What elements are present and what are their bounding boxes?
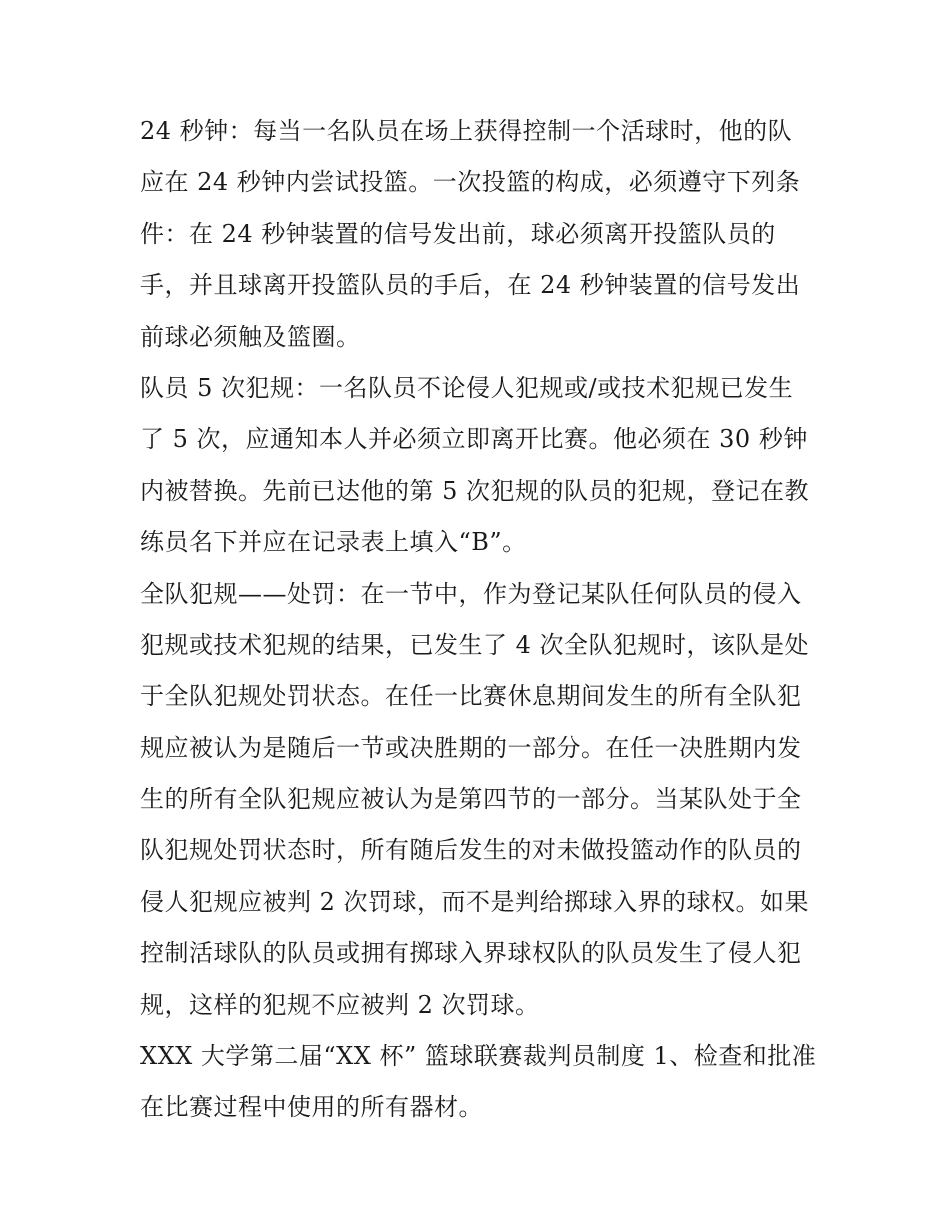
text-line: 控制活球队的队员或拥有掷球入界球权队的队员发生了侵人犯 bbox=[140, 939, 802, 968]
text-line: 全队犯规——处罚：在一节中，作为登记某队任何队员的侵入 bbox=[140, 579, 802, 608]
text-line: XXX 大学第二届“XX 杯” 篮球联赛裁判员制度 1、检查和批准 bbox=[140, 1042, 817, 1071]
text-line: 队员 5 次犯规：一名队员不论侵人犯规或/或技术犯规已发生 bbox=[140, 373, 794, 402]
text-line: 犯规或技术犯规的结果，已发生了 4 次全队犯规时，该队是处 bbox=[140, 630, 810, 659]
text-line: 前球必须触及篮圈。 bbox=[140, 322, 361, 351]
text-line: 在比赛过程中使用的所有器材。 bbox=[140, 1093, 483, 1122]
text-line: 侵人犯规应被判 2 次罚球，而不是判给掷球入界的球权。如果 bbox=[140, 887, 810, 916]
text-line: 生的所有全队犯规应被认为是第四节的一部分。当某队处于全 bbox=[140, 785, 802, 814]
text-line: 了 5 次，应通知本人并必须立即离开比赛。他必须在 30 秒钟 bbox=[140, 425, 808, 454]
text-line: 手，并且球离开投篮队员的手后，在 24 秒钟装置的信号发出 bbox=[140, 271, 801, 300]
text-line: 队犯规处罚状态时，所有随后发生的对未做投篮动作的队员的 bbox=[140, 836, 802, 865]
text-line: 应在 24 秒钟内尝试投篮。一次投篮的构成，必须遵守下列条 bbox=[140, 168, 801, 197]
text-line: 练员名下并应在记录表上填入“B”。 bbox=[140, 528, 527, 557]
text-line: 规，这样的犯规不应被判 2 次罚球。 bbox=[140, 990, 540, 1019]
document-body bbox=[140, 106, 830, 1134]
text-line: 于全队犯规处罚状态。在任一比赛休息期间发生的所有全队犯 bbox=[140, 682, 802, 711]
text-line: 规应被认为是随后一节或决胜期的一部分。在任一决胜期内发 bbox=[140, 733, 802, 762]
text-line: 24 秒钟：每当一名队员在场上获得控制一个活球时，他的队 bbox=[140, 117, 793, 145]
text-line: 件：在 24 秒钟装置的信号发出前，球必须离开投篮队员的 bbox=[140, 219, 776, 248]
text-line: 内被替换。先前已达他的第 5 次犯规的队员的犯规，登记在教 bbox=[140, 476, 810, 505]
